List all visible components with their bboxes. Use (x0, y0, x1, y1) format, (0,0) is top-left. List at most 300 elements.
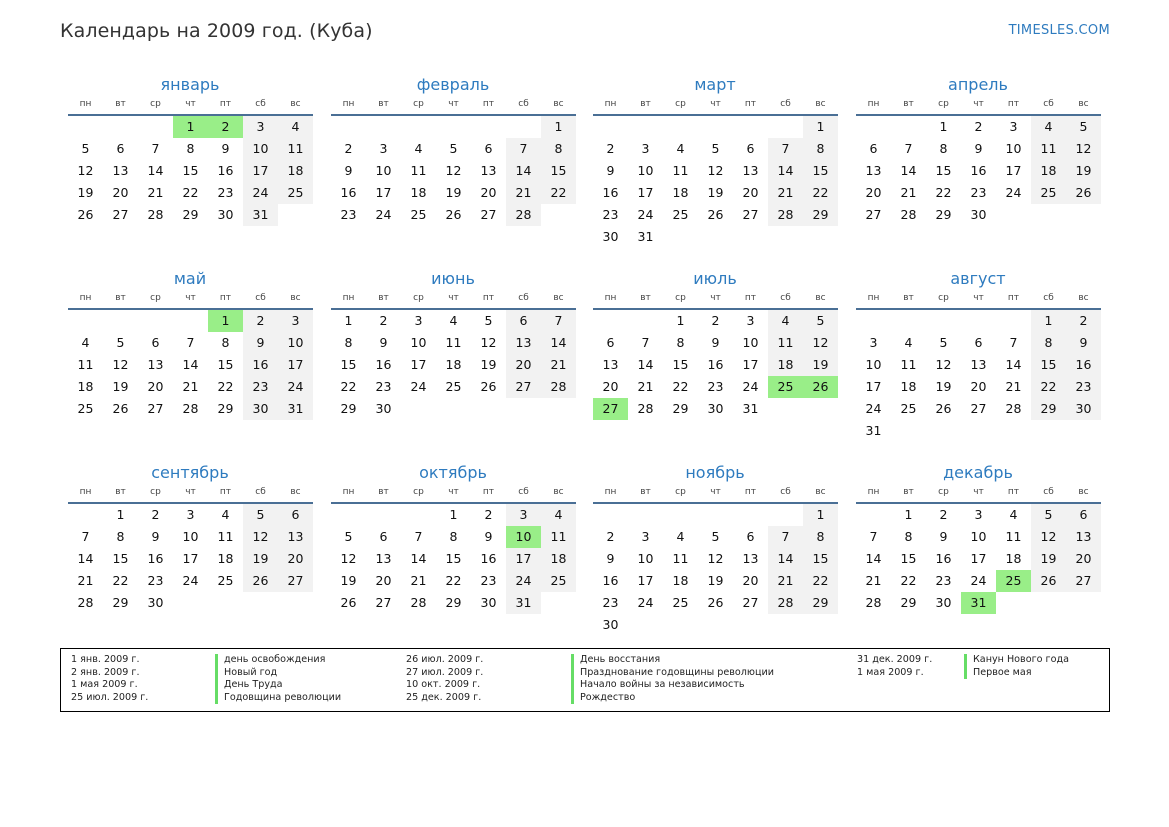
day-cell[interactable]: 10 (410, 335, 427, 350)
day-cell[interactable]: 1 (449, 507, 458, 522)
day-cell[interactable]: 27 (506, 376, 541, 398)
day-cell[interactable]: 5 (243, 504, 278, 526)
day-cell[interactable]: 18 (541, 548, 576, 570)
day-cell[interactable]: 4 (81, 335, 90, 350)
day-cell[interactable]: 9 (379, 335, 388, 350)
day-cell[interactable]: 5 (1031, 504, 1066, 526)
day-cell[interactable]: 31 (961, 592, 996, 614)
day-cell[interactable]: 29 (803, 204, 838, 226)
day-cell[interactable]: 8 (803, 526, 838, 548)
day-cell[interactable]: 23 (970, 185, 987, 200)
day-cell[interactable]: 8 (221, 335, 230, 350)
day-cell[interactable]: 16 (602, 573, 619, 588)
day-cell[interactable]: 19 (803, 354, 838, 376)
day-cell[interactable]: 3 (243, 116, 278, 138)
day-cell[interactable]: 27 (1066, 570, 1101, 592)
day-cell[interactable]: 14 (768, 548, 803, 570)
day-cell[interactable]: 9 (974, 141, 983, 156)
day-cell[interactable]: 23 (707, 379, 724, 394)
day-cell[interactable]: 4 (449, 313, 458, 328)
day-cell[interactable]: 29 (340, 401, 357, 416)
day-cell[interactable]: 29 (217, 401, 234, 416)
day-cell[interactable]: 13 (742, 163, 759, 178)
day-cell[interactable]: 7 (768, 138, 803, 160)
day-cell[interactable]: 7 (541, 310, 576, 332)
day-cell[interactable]: 11 (77, 357, 94, 372)
day-cell[interactable]: 9 (344, 163, 353, 178)
day-cell[interactable]: 4 (676, 141, 685, 156)
day-cell[interactable]: 13 (112, 163, 129, 178)
day-cell[interactable]: 16 (217, 163, 234, 178)
day-cell[interactable]: 27 (865, 207, 882, 222)
day-cell[interactable]: 15 (900, 551, 917, 566)
day-cell[interactable]: 15 (803, 160, 838, 182)
day-cell[interactable]: 6 (606, 335, 615, 350)
day-cell[interactable]: 26 (243, 570, 278, 592)
day-cell[interactable]: 18 (410, 185, 427, 200)
day-cell[interactable]: 2 (243, 310, 278, 332)
day-cell[interactable]: 4 (768, 310, 803, 332)
day-cell[interactable]: 13 (375, 551, 392, 566)
day-cell[interactable]: 29 (1031, 398, 1066, 420)
day-cell[interactable]: 30 (970, 207, 987, 222)
day-cell[interactable]: 18 (672, 185, 689, 200)
day-cell[interactable]: 28 (147, 207, 164, 222)
day-cell[interactable]: 12 (243, 526, 278, 548)
day-cell[interactable]: 1 (904, 507, 913, 522)
day-cell[interactable]: 11 (672, 163, 689, 178)
day-cell[interactable]: 23 (147, 573, 164, 588)
day-cell[interactable]: 21 (147, 185, 164, 200)
day-cell[interactable]: 21 (1005, 379, 1022, 394)
day-cell[interactable]: 4 (1009, 507, 1018, 522)
day-cell[interactable]: 7 (186, 335, 195, 350)
day-cell[interactable]: 14 (147, 163, 164, 178)
day-cell[interactable]: 25 (1031, 182, 1066, 204)
day-cell[interactable]: 5 (449, 141, 458, 156)
day-cell[interactable]: 19 (707, 573, 724, 588)
day-cell[interactable]: 15 (182, 163, 199, 178)
day-cell[interactable]: 10 (1005, 141, 1022, 156)
day-cell[interactable]: 15 (217, 357, 234, 372)
day-cell[interactable]: 7 (506, 138, 541, 160)
day-cell[interactable]: 22 (112, 573, 129, 588)
day-cell[interactable]: 25 (768, 376, 803, 398)
day-cell[interactable]: 1 (208, 310, 243, 332)
day-cell[interactable]: 19 (77, 185, 94, 200)
day-cell[interactable]: 17 (637, 573, 654, 588)
day-cell[interactable]: 17 (1005, 163, 1022, 178)
day-cell[interactable]: 23 (340, 207, 357, 222)
day-cell[interactable]: 17 (182, 551, 199, 566)
day-cell[interactable]: 28 (541, 376, 576, 398)
day-cell[interactable]: 11 (1031, 138, 1066, 160)
day-cell[interactable]: 28 (900, 207, 917, 222)
day-cell[interactable]: 17 (506, 548, 541, 570)
day-cell[interactable]: 12 (707, 551, 724, 566)
day-cell[interactable]: 27 (593, 398, 628, 420)
day-cell[interactable]: 7 (641, 335, 650, 350)
day-cell[interactable]: 9 (243, 332, 278, 354)
day-cell[interactable]: 7 (1009, 335, 1018, 350)
day-cell[interactable]: 5 (711, 529, 720, 544)
day-cell[interactable]: 2 (379, 313, 388, 328)
day-cell[interactable]: 16 (340, 185, 357, 200)
day-cell[interactable]: 4 (221, 507, 230, 522)
day-cell[interactable]: 19 (1066, 160, 1101, 182)
day-cell[interactable]: 1 (803, 504, 838, 526)
day-cell[interactable]: 26 (707, 207, 724, 222)
day-cell[interactable]: 24 (970, 573, 987, 588)
day-cell[interactable]: 13 (742, 551, 759, 566)
day-cell[interactable]: 4 (414, 141, 423, 156)
day-cell[interactable]: 27 (375, 595, 392, 610)
day-cell[interactable]: 22 (672, 379, 689, 394)
day-cell[interactable]: 29 (445, 595, 462, 610)
day-cell[interactable]: 2 (939, 507, 948, 522)
day-cell[interactable]: 15 (541, 160, 576, 182)
day-cell[interactable]: 30 (217, 207, 234, 222)
day-cell[interactable]: 12 (77, 163, 94, 178)
day-cell[interactable]: 11 (217, 529, 234, 544)
day-cell[interactable]: 19 (935, 379, 952, 394)
day-cell[interactable]: 13 (1066, 526, 1101, 548)
day-cell[interactable]: 24 (278, 376, 313, 398)
day-cell[interactable]: 17 (375, 185, 392, 200)
day-cell[interactable]: 18 (77, 379, 94, 394)
day-cell[interactable]: 7 (151, 141, 160, 156)
day-cell[interactable]: 14 (768, 160, 803, 182)
day-cell[interactable]: 23 (375, 379, 392, 394)
day-cell[interactable]: 20 (865, 185, 882, 200)
day-cell[interactable]: 27 (480, 207, 497, 222)
day-cell[interactable]: 21 (637, 379, 654, 394)
day-cell[interactable]: 8 (676, 335, 685, 350)
day-cell[interactable]: 3 (186, 507, 195, 522)
day-cell[interactable]: 3 (869, 335, 878, 350)
day-cell[interactable]: 8 (186, 141, 195, 156)
day-cell[interactable]: 28 (1005, 401, 1022, 416)
day-cell[interactable]: 16 (480, 551, 497, 566)
day-cell[interactable]: 2 (344, 141, 353, 156)
day-cell[interactable]: 30 (147, 595, 164, 610)
day-cell[interactable]: 13 (970, 357, 987, 372)
day-cell[interactable]: 8 (449, 529, 458, 544)
day-cell[interactable]: 16 (935, 551, 952, 566)
day-cell[interactable]: 6 (974, 335, 983, 350)
day-cell[interactable]: 12 (445, 163, 462, 178)
day-cell[interactable]: 11 (278, 138, 313, 160)
day-cell[interactable]: 13 (865, 163, 882, 178)
day-cell[interactable]: 28 (768, 592, 803, 614)
day-cell[interactable]: 18 (1005, 551, 1022, 566)
day-cell[interactable]: 20 (112, 185, 129, 200)
day-cell[interactable]: 15 (935, 163, 952, 178)
day-cell[interactable]: 15 (803, 548, 838, 570)
day-cell[interactable]: 20 (506, 354, 541, 376)
day-cell[interactable]: 6 (1066, 504, 1101, 526)
day-cell[interactable]: 5 (344, 529, 353, 544)
day-cell[interactable]: 12 (803, 332, 838, 354)
day-cell[interactable]: 28 (865, 595, 882, 610)
day-cell[interactable]: 10 (506, 526, 541, 548)
day-cell[interactable]: 19 (1031, 548, 1066, 570)
day-cell[interactable]: 1 (1031, 310, 1066, 332)
day-cell[interactable]: 1 (676, 313, 685, 328)
day-cell[interactable]: 16 (707, 357, 724, 372)
day-cell[interactable]: 1 (344, 313, 353, 328)
day-cell[interactable]: 25 (217, 573, 234, 588)
day-cell[interactable]: 18 (672, 573, 689, 588)
day-cell[interactable]: 20 (742, 573, 759, 588)
day-cell[interactable]: 10 (278, 332, 313, 354)
day-cell[interactable]: 21 (410, 573, 427, 588)
day-cell[interactable]: 25 (672, 207, 689, 222)
day-cell[interactable]: 18 (278, 160, 313, 182)
day-cell[interactable]: 16 (602, 185, 619, 200)
day-cell[interactable]: 31 (637, 229, 654, 244)
day-cell[interactable]: 20 (480, 185, 497, 200)
day-cell[interactable]: 12 (340, 551, 357, 566)
day-cell[interactable]: 19 (480, 357, 497, 372)
day-cell[interactable]: 6 (379, 529, 388, 544)
day-cell[interactable]: 25 (996, 570, 1031, 592)
day-cell[interactable]: 21 (506, 182, 541, 204)
day-cell[interactable]: 5 (803, 310, 838, 332)
day-cell[interactable]: 8 (541, 138, 576, 160)
day-cell[interactable]: 26 (707, 595, 724, 610)
day-cell[interactable]: 22 (182, 185, 199, 200)
day-cell[interactable]: 26 (480, 379, 497, 394)
day-cell[interactable]: 11 (768, 332, 803, 354)
day-cell[interactable]: 28 (506, 204, 541, 226)
day-cell[interactable]: 16 (970, 163, 987, 178)
day-cell[interactable]: 24 (243, 182, 278, 204)
day-cell[interactable]: 25 (672, 595, 689, 610)
day-cell[interactable]: 18 (768, 354, 803, 376)
day-cell[interactable]: 30 (602, 617, 619, 632)
day-cell[interactable]: 4 (676, 529, 685, 544)
day-cell[interactable]: 9 (484, 529, 493, 544)
day-cell[interactable]: 25 (541, 570, 576, 592)
day-cell[interactable]: 13 (147, 357, 164, 372)
day-cell[interactable]: 10 (243, 138, 278, 160)
day-cell[interactable]: 17 (637, 185, 654, 200)
site-link[interactable]: TIMESLES.COM (1008, 23, 1110, 38)
day-cell[interactable]: 26 (340, 595, 357, 610)
day-cell[interactable]: 5 (939, 335, 948, 350)
day-cell[interactable]: 2 (151, 507, 160, 522)
day-cell[interactable]: 6 (746, 141, 755, 156)
day-cell[interactable]: 8 (344, 335, 353, 350)
day-cell[interactable]: 9 (151, 529, 160, 544)
day-cell[interactable]: 29 (182, 207, 199, 222)
day-cell[interactable]: 1 (116, 507, 125, 522)
day-cell[interactable]: 26 (935, 401, 952, 416)
day-cell[interactable]: 18 (445, 357, 462, 372)
day-cell[interactable]: 2 (974, 119, 983, 134)
day-cell[interactable]: 22 (340, 379, 357, 394)
day-cell[interactable]: 24 (506, 570, 541, 592)
day-cell[interactable]: 5 (1066, 116, 1101, 138)
day-cell[interactable]: 11 (445, 335, 462, 350)
day-cell[interactable]: 9 (606, 163, 615, 178)
day-cell[interactable]: 14 (637, 357, 654, 372)
day-cell[interactable]: 22 (900, 573, 917, 588)
day-cell[interactable]: 13 (506, 332, 541, 354)
day-cell[interactable]: 14 (900, 163, 917, 178)
day-cell[interactable]: 9 (1066, 332, 1101, 354)
day-cell[interactable]: 29 (900, 595, 917, 610)
day-cell[interactable]: 16 (375, 357, 392, 372)
day-cell[interactable]: 1 (173, 116, 208, 138)
day-cell[interactable]: 4 (904, 335, 913, 350)
day-cell[interactable]: 16 (147, 551, 164, 566)
day-cell[interactable]: 14 (1005, 357, 1022, 372)
day-cell[interactable]: 14 (865, 551, 882, 566)
day-cell[interactable]: 3 (974, 507, 983, 522)
day-cell[interactable]: 3 (414, 313, 423, 328)
day-cell[interactable]: 5 (484, 313, 493, 328)
day-cell[interactable]: 21 (900, 185, 917, 200)
day-cell[interactable]: 10 (970, 529, 987, 544)
day-cell[interactable]: 28 (77, 595, 94, 610)
day-cell[interactable]: 8 (1031, 332, 1066, 354)
day-cell[interactable]: 27 (147, 401, 164, 416)
day-cell[interactable]: 20 (278, 548, 313, 570)
day-cell[interactable]: 27 (742, 595, 759, 610)
day-cell[interactable]: 30 (935, 595, 952, 610)
day-cell[interactable]: 30 (243, 398, 278, 420)
day-cell[interactable]: 6 (278, 504, 313, 526)
day-cell[interactable]: 22 (217, 379, 234, 394)
day-cell[interactable]: 31 (865, 423, 882, 438)
day-cell[interactable]: 31 (243, 204, 278, 226)
day-cell[interactable]: 23 (602, 207, 619, 222)
day-cell[interactable]: 27 (278, 570, 313, 592)
day-cell[interactable]: 23 (243, 376, 278, 398)
day-cell[interactable]: 22 (1031, 376, 1066, 398)
day-cell[interactable]: 26 (803, 376, 838, 398)
day-cell[interactable]: 27 (970, 401, 987, 416)
day-cell[interactable]: 9 (221, 141, 230, 156)
day-cell[interactable]: 25 (900, 401, 917, 416)
day-cell[interactable]: 10 (637, 163, 654, 178)
day-cell[interactable]: 26 (445, 207, 462, 222)
day-cell[interactable]: 16 (1066, 354, 1101, 376)
day-cell[interactable]: 10 (182, 529, 199, 544)
day-cell[interactable]: 11 (541, 526, 576, 548)
day-cell[interactable]: 24 (865, 401, 882, 416)
day-cell[interactable]: 1 (803, 116, 838, 138)
day-cell[interactable]: 21 (541, 354, 576, 376)
day-cell[interactable]: 2 (484, 507, 493, 522)
day-cell[interactable]: 24 (742, 379, 759, 394)
day-cell[interactable]: 24 (375, 207, 392, 222)
day-cell[interactable]: 19 (243, 548, 278, 570)
day-cell[interactable]: 31 (742, 401, 759, 416)
day-cell[interactable]: 7 (904, 141, 913, 156)
day-cell[interactable]: 29 (672, 401, 689, 416)
day-cell[interactable]: 6 (116, 141, 125, 156)
day-cell[interactable]: 6 (506, 310, 541, 332)
day-cell[interactable]: 3 (1009, 119, 1018, 134)
day-cell[interactable]: 30 (375, 401, 392, 416)
day-cell[interactable]: 27 (112, 207, 129, 222)
day-cell[interactable]: 6 (746, 529, 755, 544)
day-cell[interactable]: 3 (641, 141, 650, 156)
day-cell[interactable]: 24 (410, 379, 427, 394)
day-cell[interactable]: 29 (112, 595, 129, 610)
day-cell[interactable]: 12 (1031, 526, 1066, 548)
day-cell[interactable]: 15 (112, 551, 129, 566)
day-cell[interactable]: 1 (939, 119, 948, 134)
day-cell[interactable]: 25 (445, 379, 462, 394)
day-cell[interactable]: 3 (278, 310, 313, 332)
day-cell[interactable]: 9 (711, 335, 720, 350)
day-cell[interactable]: 11 (900, 357, 917, 372)
day-cell[interactable]: 9 (606, 551, 615, 566)
day-cell[interactable]: 2 (711, 313, 720, 328)
day-cell[interactable]: 18 (1031, 160, 1066, 182)
day-cell[interactable]: 7 (768, 526, 803, 548)
day-cell[interactable]: 13 (480, 163, 497, 178)
day-cell[interactable]: 19 (445, 185, 462, 200)
day-cell[interactable]: 17 (410, 357, 427, 372)
day-cell[interactable]: 30 (1066, 398, 1101, 420)
day-cell[interactable]: 15 (1031, 354, 1066, 376)
day-cell[interactable]: 13 (602, 357, 619, 372)
day-cell[interactable]: 2 (1066, 310, 1101, 332)
day-cell[interactable]: 17 (243, 160, 278, 182)
day-cell[interactable]: 15 (340, 357, 357, 372)
day-cell[interactable]: 12 (1066, 138, 1101, 160)
day-cell[interactable]: 2 (606, 529, 615, 544)
day-cell[interactable]: 24 (637, 207, 654, 222)
day-cell[interactable]: 24 (1005, 185, 1022, 200)
day-cell[interactable]: 11 (672, 551, 689, 566)
day-cell[interactable]: 11 (1005, 529, 1022, 544)
day-cell[interactable]: 20 (742, 185, 759, 200)
day-cell[interactable]: 14 (410, 551, 427, 566)
day-cell[interactable]: 28 (637, 401, 654, 416)
day-cell[interactable]: 20 (375, 573, 392, 588)
day-cell[interactable]: 21 (768, 182, 803, 204)
day-cell[interactable]: 21 (768, 570, 803, 592)
day-cell[interactable]: 14 (506, 160, 541, 182)
day-cell[interactable]: 4 (278, 116, 313, 138)
day-cell[interactable]: 8 (939, 141, 948, 156)
day-cell[interactable]: 18 (217, 551, 234, 566)
day-cell[interactable]: 24 (637, 595, 654, 610)
day-cell[interactable]: 13 (278, 526, 313, 548)
day-cell[interactable]: 17 (278, 354, 313, 376)
day-cell[interactable]: 17 (742, 357, 759, 372)
day-cell[interactable]: 17 (865, 379, 882, 394)
day-cell[interactable]: 7 (81, 529, 90, 544)
day-cell[interactable]: 29 (803, 592, 838, 614)
day-cell[interactable]: 18 (900, 379, 917, 394)
day-cell[interactable]: 22 (803, 570, 838, 592)
day-cell[interactable]: 20 (1066, 548, 1101, 570)
day-cell[interactable]: 26 (77, 207, 94, 222)
day-cell[interactable]: 12 (707, 163, 724, 178)
day-cell[interactable]: 10 (742, 335, 759, 350)
day-cell[interactable]: 12 (112, 357, 129, 372)
day-cell[interactable]: 8 (803, 138, 838, 160)
day-cell[interactable]: 2 (606, 141, 615, 156)
day-cell[interactable]: 5 (81, 141, 90, 156)
